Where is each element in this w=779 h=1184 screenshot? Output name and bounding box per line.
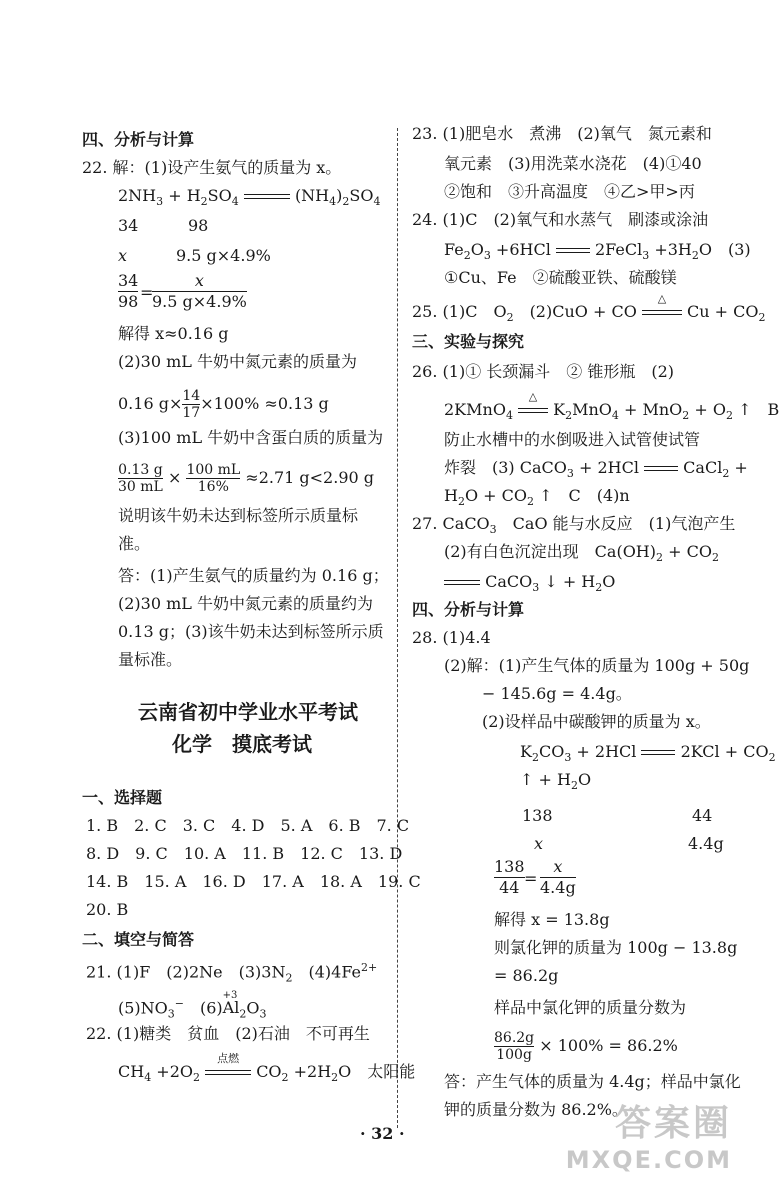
q26-line: 26. (1)① 长颈漏斗 ② 锥形瓶 (2)	[412, 362, 675, 381]
section-heading: 一、选择题	[82, 788, 163, 807]
mc-answers: 20. B	[86, 900, 129, 919]
solve-line: 解得 x≈0.16 g	[118, 324, 229, 343]
conclusion: 准。	[118, 534, 151, 553]
mc-answers: 8. D 9. C 10. A 11. B 12. C 13. D	[86, 844, 403, 863]
fraction: x 4.4g	[540, 857, 576, 897]
q28-line: − 145.6g = 4.4g。	[482, 684, 632, 703]
q28-equation: ↑ + $H_2O$	[520, 770, 592, 793]
mc-answers: 14. B 15. A 16. D 17. A 18. A 19. C	[86, 872, 421, 891]
q28-line: 样品中氯化钾的质量分数为	[494, 998, 687, 1017]
q22-intro: 22. 解：(1)设产生氨气的质量为 x。	[82, 158, 342, 177]
answer: 钾的质量分数为 86.2%。	[444, 1100, 628, 1119]
molar-mass: 44	[692, 806, 713, 825]
section-heading: 四、分析与计算	[412, 600, 525, 619]
q28-line: 28. (1)4.4	[412, 628, 491, 647]
section-heading: 四、分析与计算	[82, 130, 195, 149]
q24-equation: $Fe_2O_3 +6HCl$ 2FeCl$_3$ $+3H_2O$ (3)	[444, 240, 751, 263]
part-2: (2)30 mL 牛奶中氮元素的质量为	[118, 352, 357, 371]
molar-mass: 138	[522, 806, 553, 825]
q26-equation: 2KMnO$_4$ △ $K_2MnO_4 + MnO_2 + O_2$ ↑ B	[444, 389, 779, 423]
page-number: · 32 ·	[360, 1124, 405, 1143]
part-3: (3)100 mL 牛奶中含蛋白质的质量为	[118, 428, 384, 447]
answer: 答：产生气体的质量为 4.4g；样品中氯化	[444, 1072, 741, 1091]
mass-value: 9.5 g×4.9%	[176, 246, 271, 265]
q21-line: $(5)NO_3^-$ (6) +3 $Al_2O_3$	[118, 990, 267, 1021]
q22b-line: 22. (1)糖类 贫血 (2)石油 不可再生	[86, 1024, 370, 1043]
column-divider	[397, 128, 398, 1128]
variable: x	[534, 834, 544, 853]
section-heading: 三、实验与探究	[412, 332, 525, 351]
equals-sign	[244, 190, 290, 204]
part-3-calc: $\frac{0.13 g}{30 mL}$ × $\frac{100 mL}{16\%}$ ≈2.71 g<2.90 g	[118, 462, 374, 495]
q23-line: 氧元素 (3)用洗菜水浇花 (4)①40	[444, 154, 702, 173]
fraction: 138 44	[494, 857, 525, 897]
molar-mass: 34	[118, 216, 139, 235]
watermark-logo: 答案圈 MXQE.COM	[565, 1103, 732, 1174]
fraction: 34 98	[118, 271, 139, 311]
percent-calc: $\frac{86.2g}{100g}$ × 100% = 86.2%	[494, 1030, 678, 1063]
answer: 答：(1)产生氨气的质量约为 0.16 g；	[118, 566, 389, 585]
exam-subtitle: 化学 摸底考试	[172, 732, 312, 756]
q21-line: 21. (1)F (2)2Ne $(3)3N_2$ $(4)4Fe^{2+}$	[86, 961, 378, 985]
q27-equation: CaCO$_3$ ↓ + $H_2O$	[444, 572, 615, 598]
q28-line: (2)设样品中碳酸钾的质量为 x。	[482, 712, 711, 731]
q26-line: $H_2O + CO_2$ ↑ C (4)n	[444, 486, 630, 509]
mass-value: 4.4g	[688, 834, 724, 853]
part-2-calc: 0.16 g× $\frac{14}{17}$ ×100% ≈0.13 g	[118, 388, 329, 421]
q28-line: (2)解：(1)产生气体的质量为 100g + 50g	[444, 656, 750, 675]
answer: 量标准。	[118, 650, 183, 669]
exam-title: 云南省初中学业水平考试	[138, 700, 358, 724]
q28-line: = 86.2g	[494, 966, 559, 985]
equals: =	[524, 869, 538, 888]
mc-answers: 1. B 2. C 3. C 4. D 5. A 6. B 7. C	[86, 816, 410, 835]
q23-line: 23. (1)肥皂水 煮沸 (2)氧气 氮元素和	[412, 124, 712, 143]
q26-line: 防止水槽中的水倒吸进入试管使试管	[444, 430, 701, 449]
q22-equation: $2NH_3 + H_2SO_4$ $(NH_4)_2SO_4$	[118, 186, 381, 209]
molar-mass: 98	[188, 216, 209, 235]
solve-line: 解得 x = 13.8g	[494, 910, 610, 929]
variable: x	[118, 246, 128, 265]
q28-line: 则氯化钾的质量为 100g − 13.8g	[494, 938, 738, 957]
equals: =	[140, 283, 154, 302]
q24-line: 24. (1)C (2)氧气和水蒸气 刷漆或涂油	[412, 210, 709, 229]
answer: (2)30 mL 牛奶中氮元素的质量约为	[118, 594, 373, 613]
q23-line: ②饱和 ③升高温度 ④乙>甲>丙	[444, 182, 695, 201]
answer: 0.13 g；(3)该牛奶未达到标签所示质	[118, 622, 384, 641]
combustion-equation: $CH_4 +2O_2$ 点燃 $CO_2 +2H_2O$ 太阳能	[118, 1051, 416, 1085]
q24-line: ①Cu、Fe ②硫酸亚铁、硫酸镁	[444, 268, 677, 287]
q27-line: 27. CaCO$_3$ CaO 能与水反应 (1)气泡产生	[412, 514, 736, 537]
fraction: x 9.5 g×4.9%	[152, 271, 247, 311]
q25-line: 25. (1)C $O_2$ (2)CuO + CO △ $Cu + CO_2$	[412, 291, 766, 325]
conclusion: 说明该牛奶未达到标签所示质量标	[118, 506, 359, 525]
section-heading: 二、填空与简答	[82, 930, 195, 949]
q27-line: (2)有白色沉淀出现 $Ca(OH)_2 + CO_2$	[444, 542, 719, 565]
q26-equation: 炸裂 (3) CaCO$_3$ + 2HCl CaCl$_2$ +	[444, 458, 748, 481]
q28-equation: $K_2CO_3 + 2HCl$ $2KCl + CO_2$	[520, 742, 776, 765]
